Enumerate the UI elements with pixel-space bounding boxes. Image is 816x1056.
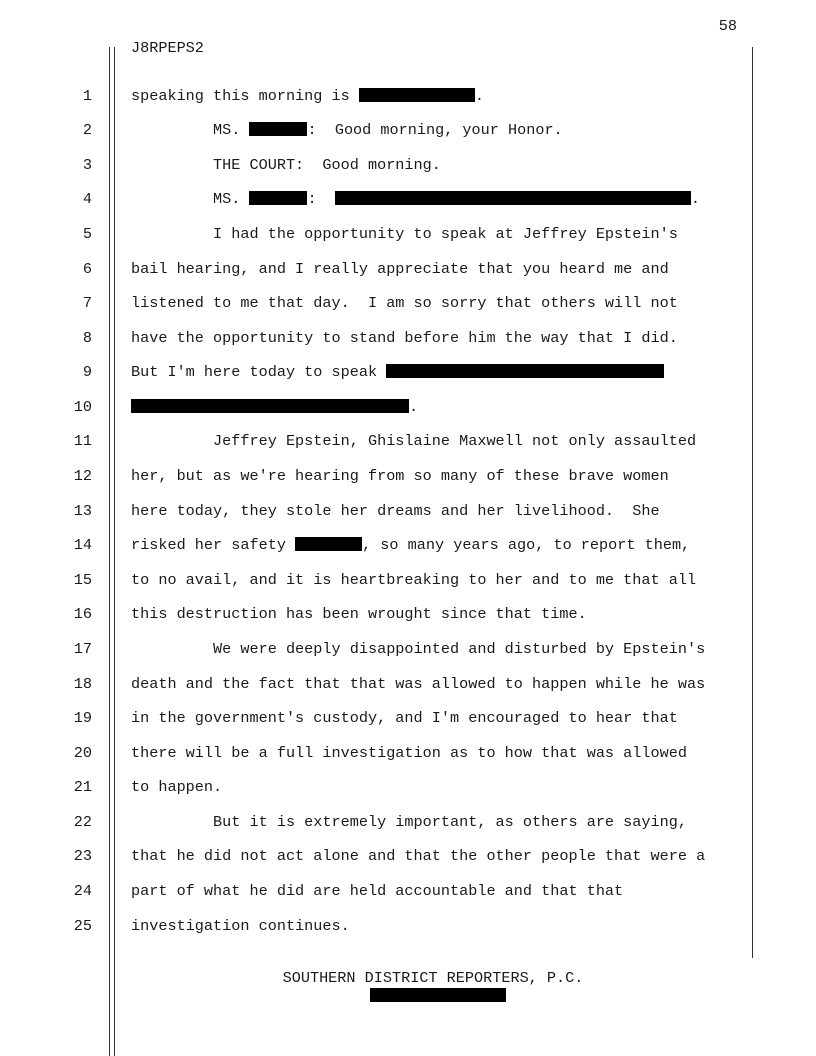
line-text: have the opportunity to stand before him the way that I did. xyxy=(131,329,678,347)
footer-redaction-bar xyxy=(370,988,506,1002)
line-text: But it is extremely important, as others are saying, xyxy=(131,813,687,831)
line-text: THE COURT: Good morning. xyxy=(131,156,441,174)
line-text: investigation continues. xyxy=(131,917,350,935)
case-id: J8RPEPS2 xyxy=(131,39,204,57)
line-text: MS. xyxy=(131,121,250,139)
line-text: in the government's custody, and I'm encouraged to hear that xyxy=(131,709,678,727)
redaction-bar xyxy=(335,191,691,205)
transcript-line xyxy=(131,432,696,450)
line-text: to happen. xyxy=(131,778,223,796)
redaction-bar xyxy=(359,88,475,102)
line-text: . xyxy=(409,398,419,416)
line-text: here today, they stole her dreams and her livelihood. She xyxy=(131,502,660,520)
line-text: speaking this morning is xyxy=(131,87,359,105)
line-number: 22 xyxy=(73,813,92,831)
line-number: 16 xyxy=(73,605,92,623)
line-text: there will be a full investigation as to how that was allowed xyxy=(131,744,687,762)
line-number: 13 xyxy=(73,502,92,520)
line-text: . xyxy=(474,87,484,105)
redaction-bar xyxy=(295,537,362,551)
transcript-line xyxy=(131,225,678,243)
line-text: her, but as we're hearing from so many of these brave women xyxy=(131,467,669,485)
transcript-line xyxy=(131,778,222,796)
transcript-line xyxy=(131,813,687,831)
line-number: 24 xyxy=(73,882,92,900)
line-number: 25 xyxy=(73,917,92,935)
line-number: 4 xyxy=(82,190,92,208)
line-text: . xyxy=(690,190,700,208)
line-text: this destruction has been wrought since that time. xyxy=(131,605,587,623)
line-text: I had the opportunity to speak at Jeffrey Epstein's xyxy=(131,225,678,243)
transcript-line xyxy=(131,121,563,139)
line-text: Jeffrey Epstein, Ghislaine Maxwell not only assaulted xyxy=(131,432,697,450)
line-number: 2 xyxy=(82,121,92,139)
redaction-bar xyxy=(386,364,664,378)
line-text: : xyxy=(307,190,335,208)
transcript-line xyxy=(131,571,696,589)
redaction-bar xyxy=(131,399,409,413)
line-number: 6 xyxy=(82,260,92,278)
line-number: 10 xyxy=(73,398,92,416)
transcript-line xyxy=(131,640,705,658)
line-number: 5 xyxy=(82,225,92,243)
left-margin-rule-inner xyxy=(114,47,115,1056)
transcript-line xyxy=(131,536,690,554)
line-text: : Good morning, your Honor. xyxy=(307,121,563,139)
transcript-line xyxy=(131,467,669,485)
transcript-line xyxy=(131,87,484,105)
transcript-line xyxy=(131,294,678,312)
transcript-line xyxy=(131,744,687,762)
line-number: 9 xyxy=(82,363,92,381)
line-number: 1 xyxy=(82,87,92,105)
transcript-line xyxy=(131,156,441,174)
line-text: part of what he did are held accountable and that that xyxy=(131,882,624,900)
line-text: bail hearing, and I really appreciate that you heard me and xyxy=(131,260,669,278)
transcript-line xyxy=(131,502,660,520)
transcript-line xyxy=(131,917,350,935)
line-number: 12 xyxy=(73,467,92,485)
redaction-bar xyxy=(249,191,307,205)
line-number: 7 xyxy=(82,294,92,312)
line-text: We were deeply disappointed and disturbed by Epstein's xyxy=(131,640,706,658)
line-number: 23 xyxy=(73,847,92,865)
line-number: 15 xyxy=(73,571,92,589)
line-number: 14 xyxy=(73,536,92,554)
line-number: 17 xyxy=(73,640,92,658)
transcript-line xyxy=(131,882,623,900)
left-margin-rule-outer xyxy=(109,47,110,1056)
footer-reporter: SOUTHERN DISTRICT REPORTERS, P.C. xyxy=(282,969,584,987)
transcript-line xyxy=(131,709,678,727)
line-text: MS. xyxy=(131,190,250,208)
transcript-line xyxy=(131,363,664,381)
transcript-line xyxy=(131,260,669,278)
redaction-bar xyxy=(249,122,307,136)
transcript-line xyxy=(131,329,678,347)
line-text: risked her safety xyxy=(131,536,296,554)
right-margin-rule xyxy=(752,47,753,958)
line-number: 21 xyxy=(73,778,92,796)
line-text: listened to me that day. I am so sorry that others will not xyxy=(131,294,678,312)
line-number: 11 xyxy=(73,432,92,450)
transcript-line xyxy=(131,398,418,416)
transcript-line xyxy=(131,605,587,623)
line-text: But I'm here today to speak xyxy=(131,363,387,381)
line-number: 20 xyxy=(73,744,92,762)
line-number: 19 xyxy=(73,709,92,727)
line-number: 18 xyxy=(73,675,92,693)
line-number: 3 xyxy=(82,156,92,174)
line-text: death and the fact that that was allowed to happen while he was xyxy=(131,675,706,693)
line-text: , so many years ago, to report them, xyxy=(362,536,691,554)
line-text: to no avail, and it is heartbreaking to her and to me that all xyxy=(131,571,697,589)
line-number: 8 xyxy=(82,329,92,347)
page-number: 58 xyxy=(718,17,737,35)
transcript-line xyxy=(131,675,705,693)
transcript-line xyxy=(131,847,705,865)
transcript-line xyxy=(131,190,700,208)
line-text: that he did not act alone and that the other people that were a xyxy=(131,847,706,865)
